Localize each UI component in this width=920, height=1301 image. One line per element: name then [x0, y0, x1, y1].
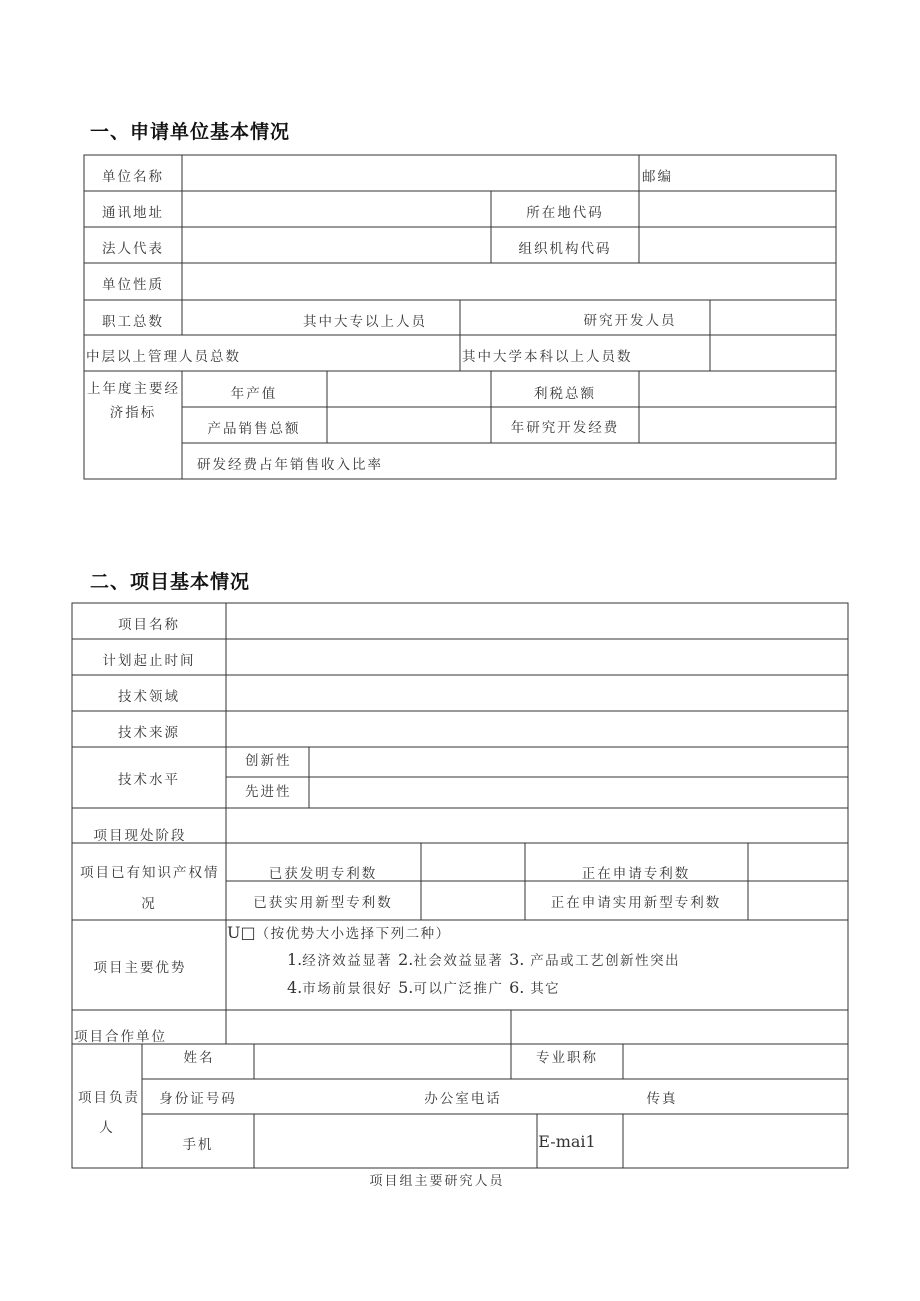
mobile-input[interactable]: [255, 1115, 536, 1167]
fax-label: 传真: [646, 1091, 678, 1107]
advanced-input[interactable]: [310, 778, 847, 807]
email-input[interactable]: [624, 1115, 847, 1167]
patent-pending-input[interactable]: [749, 844, 847, 880]
period-input[interactable]: [227, 640, 847, 674]
team-caption: 项目组主要研究人员: [369, 1174, 505, 1189]
utility-granted-input[interactable]: [422, 882, 524, 919]
unit-nature-input[interactable]: [183, 264, 835, 299]
econ-label-line2: 济指标: [109, 405, 157, 421]
leader-label-line1: 项目负责: [78, 1090, 140, 1106]
legal-rep-input[interactable]: [183, 228, 490, 262]
advantage-opt5[interactable]: 可以广泛推广: [413, 981, 504, 997]
advanced-label: 先进性: [245, 784, 292, 800]
bachelor-plus-label: 其中大学本科以上人员数: [462, 349, 633, 365]
partner-label: 项目合作单位: [74, 1029, 167, 1045]
utility-pending-label: 正在申请实用新型专利数: [550, 895, 722, 911]
leader-label-line2: 人: [99, 1120, 115, 1136]
utility-granted-label: 已获实用新型专利数: [253, 895, 393, 911]
advantage-opt4-num: 4.: [287, 978, 303, 997]
econ-label-line1: 上年度主要经: [87, 381, 180, 397]
advantage-opt1-num: 1.: [287, 950, 303, 969]
address-label: 通讯地址: [102, 205, 164, 221]
project-name-input[interactable]: [227, 604, 847, 638]
unit-name-input[interactable]: [183, 156, 638, 190]
stage-input[interactable]: [227, 809, 847, 842]
email-label: E-mai1: [538, 1132, 596, 1151]
ip-label-line2: 况: [141, 896, 157, 912]
stage-label: 项目现处阶段: [93, 828, 187, 844]
title-label: 专业职称: [536, 1050, 598, 1066]
annual-rnd-input[interactable]: [640, 408, 835, 442]
unit-name-label: 单位名称: [102, 169, 164, 185]
rnd-ratio-input[interactable]: [420, 444, 835, 478]
section2-heading: 二、项目基本情况: [90, 571, 251, 593]
id-label: 身份证号码: [159, 1091, 237, 1107]
rnd-ratio-label: 研发经费占年销售收入比率: [197, 457, 383, 473]
advantage-hint: （按优势大小选择下列二种）: [255, 926, 451, 942]
annual-output-input[interactable]: [328, 372, 490, 406]
rnd-staff-input[interactable]: [711, 301, 835, 334]
ip-label-line1: 项目已有知识产权情: [80, 865, 220, 881]
unit-nature-label: 单位性质: [102, 277, 164, 293]
innovation-input[interactable]: [310, 748, 847, 776]
area-code-label: 所在地代码: [526, 205, 604, 221]
utility-pending-input[interactable]: [749, 882, 847, 919]
innovation-label: 创新性: [245, 753, 292, 769]
college-plus-label: 其中大专以上人员: [303, 314, 427, 330]
partner-input-2[interactable]: [512, 1011, 847, 1043]
mid-mgmt-label: 中层以上管理人员总数: [86, 349, 241, 365]
total-sales-label: 产品销售总额: [207, 421, 301, 437]
bachelor-plus-input[interactable]: [711, 336, 835, 370]
postcode-label: 邮编: [642, 169, 673, 185]
section1-heading: 一、申请单位基本情况: [90, 121, 291, 143]
total-sales-input[interactable]: [328, 408, 490, 442]
period-label: 计划起止时间: [102, 653, 196, 669]
advantage-opt2-num: 2.: [398, 950, 414, 969]
advantage-instruction: [227, 922, 451, 942]
name-label: 姓名: [183, 1050, 215, 1066]
advantage-opt3[interactable]: 产品或工艺创新性突出: [530, 953, 681, 969]
tech-source-input[interactable]: [227, 712, 847, 746]
project-name-label: 项目名称: [118, 617, 180, 633]
tech-level-label: 技术水平: [118, 772, 180, 788]
mobile-label: 手机: [182, 1137, 214, 1153]
area-code-input[interactable]: [640, 192, 835, 226]
total-profit-tax-label: 利税总额: [534, 386, 596, 402]
postcode-input[interactable]: [690, 156, 835, 190]
advantage-opt1[interactable]: 经济效益显著: [302, 953, 393, 969]
advantage-opt6[interactable]: 其它: [530, 981, 561, 997]
advantage-opt4[interactable]: 市场前景很好: [302, 981, 393, 997]
advantage-options-row1: [287, 949, 680, 969]
address-input[interactable]: [183, 192, 490, 226]
advantage-opt3-num: 3.: [509, 950, 525, 969]
advantage-checkbox[interactable]: U□: [227, 923, 256, 942]
advantage-opt5-num: 5.: [398, 978, 414, 997]
org-code-label: 组织机构代码: [518, 241, 612, 257]
leader-name-input[interactable]: [255, 1045, 510, 1078]
tech-field-input[interactable]: [227, 676, 847, 710]
annual-rnd-label: 年研究开发经费: [510, 420, 620, 436]
rnd-staff-label: 研究开发人员: [583, 313, 677, 329]
tech-field-label: 技术领域: [118, 689, 180, 705]
advantage-opt6-num: 6.: [509, 978, 525, 997]
org-code-input[interactable]: [640, 228, 835, 262]
leader-title-input[interactable]: [624, 1045, 847, 1078]
advantage-opt2[interactable]: 社会效益显著: [413, 953, 504, 969]
total-profit-tax-input[interactable]: [640, 372, 835, 406]
advantage-options-row2: [287, 977, 560, 997]
patent-pending-label: 正在申请专利数: [581, 866, 691, 882]
partner-input-1[interactable]: [227, 1011, 510, 1043]
staff-total-label: 职工总数: [102, 314, 164, 330]
annual-output-label: 年产值: [230, 386, 278, 402]
advantage-label: 项目主要优势: [93, 960, 187, 976]
legal-rep-label: 法人代表: [102, 241, 164, 257]
invention-granted-label: 已获发明专利数: [268, 866, 378, 882]
invention-granted-input[interactable]: [422, 844, 524, 880]
office-phone-label: 办公室电话: [424, 1091, 502, 1107]
tech-source-label: 技术来源: [118, 725, 180, 741]
